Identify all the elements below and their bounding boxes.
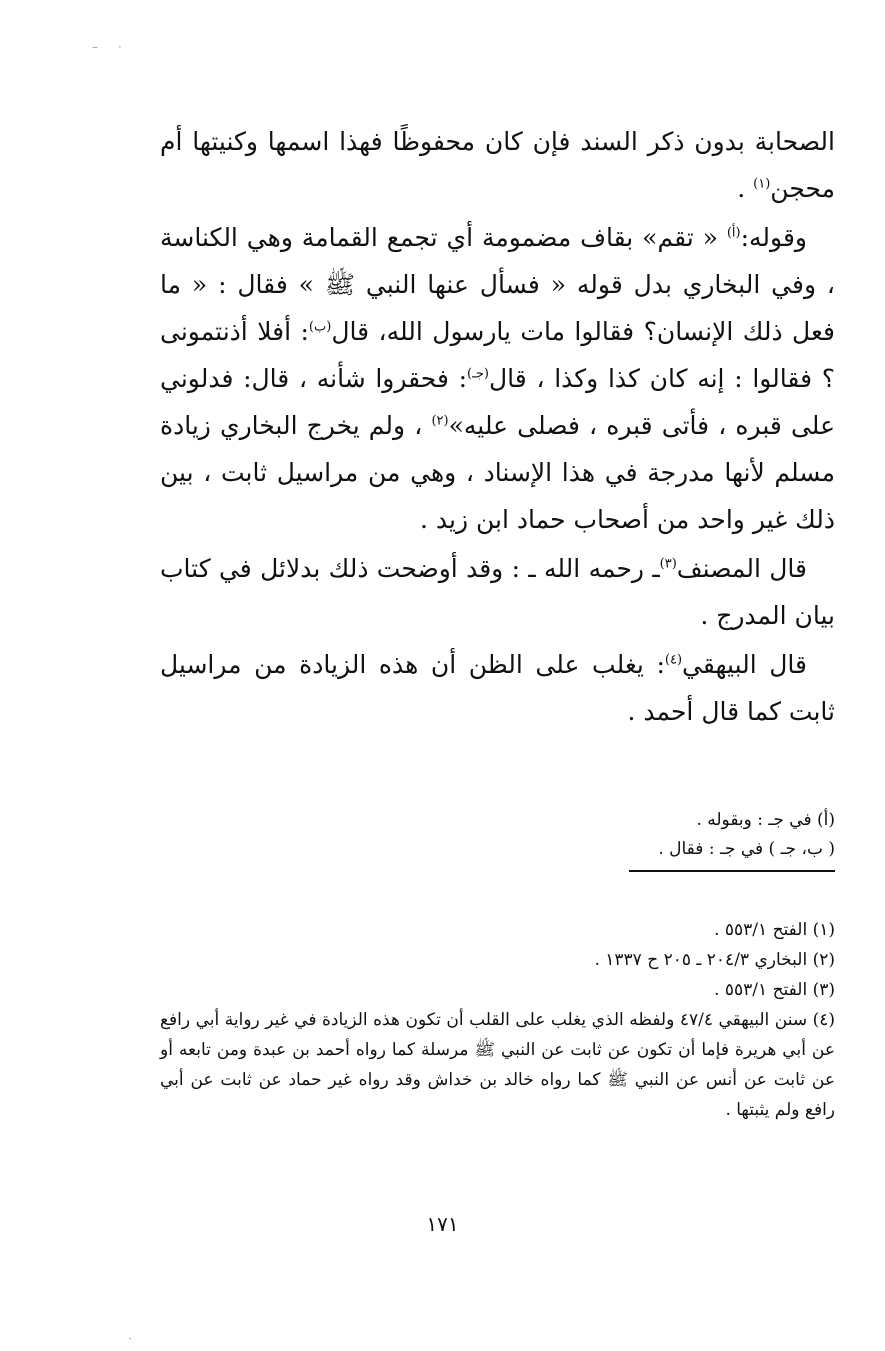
footnote-ref-1[interactable]: (١) bbox=[753, 176, 771, 192]
p2-e: ، ولم يخرج البخاري زيادة مسلم لأنها مدرجة في هذا الإسناد ، وهي من مراسيل ثابت ، بين ذلك غير واحد من أصحاب حماد ابن زيد . bbox=[160, 411, 835, 534]
variant-note-a: (أ) في جـ : وبقوله . bbox=[696, 810, 835, 830]
scan-dash: – bbox=[92, 40, 98, 54]
footnote-3: (٣) الفتح ٥٥٣/١ . bbox=[714, 980, 835, 1000]
p4-a: قال البيهقي bbox=[682, 650, 808, 679]
footnotes bbox=[160, 915, 835, 1125]
variant-ref-c[interactable]: (جـ) bbox=[467, 366, 490, 382]
footnote-1: (١) الفتح ٥٥٣/١ . bbox=[714, 920, 835, 940]
footnote-2: (٢) البخاري ٢٠٤/٣ ـ ٢٠٥ ح ١٣٣٧ . bbox=[594, 950, 835, 970]
paragraph-3 bbox=[160, 545, 835, 639]
paragraph-2 bbox=[160, 214, 835, 543]
footnote-ref-3[interactable]: (٣) bbox=[659, 556, 677, 572]
p2-d: : فحقروا شأنه ، قال: فدلوني على قبره ، فأتى قبره ، فصلى عليه» bbox=[160, 364, 835, 440]
scan-dot-bottom: · bbox=[128, 1332, 132, 1346]
variant-note-b: ( ب، جـ ) في جـ : فقال . bbox=[658, 839, 835, 859]
page-body bbox=[160, 118, 836, 1120]
p3-b: ـ رحمه الله ـ : وقد أوضحت ذلك بدلائل في كتاب بيان المدرج . bbox=[160, 554, 835, 630]
main-text bbox=[160, 118, 835, 735]
footnote-4: (٤) سنن البيهقي ٤٧/٤ ولفظه الذي يغلب على القلب أن تكون هذه الزيادة في غير رواية أبي رافع عن أبي هريرة فإما أن تكون عن ثابت عن النبي ﷺ مرسلة كما رواه أحمد بن عبدة ومن تابعه أو عن ثابت عن أنس عن النبي ﷺ كما رواه خالد بن خداش وقد رواه غير حماد عن ثابت عن أبي رافع ولم يثبتها . bbox=[160, 1010, 835, 1120]
p3-a: قال المصنف bbox=[676, 554, 807, 583]
p2-c: : أفلا أذنتمونى ؟ فقالوا : إنه كان كذا وكذا ، قال bbox=[160, 317, 835, 393]
page-number: ١٧١ bbox=[426, 1212, 459, 1236]
footnote-ref-2[interactable]: (٢) bbox=[431, 413, 449, 429]
variant-ref-b[interactable]: (ب) bbox=[308, 319, 332, 335]
paragraph-4 bbox=[160, 641, 835, 735]
p1-end: . bbox=[737, 174, 754, 203]
p1-text: الصحابة بدون ذكر السند فإن كان محفوظًا فهذا اسمها وكنيتها أم محجن bbox=[160, 127, 835, 203]
variant-divider bbox=[629, 870, 835, 872]
p4-b: : يغلب على الظن أن هذه الزيادة من مراسيل ثابت كما قال أحمد . bbox=[160, 650, 835, 726]
p2-a: وقوله: bbox=[740, 223, 807, 252]
variant-ref-a[interactable]: (أ) bbox=[726, 225, 741, 241]
footnote-ref-4[interactable]: (٤) bbox=[664, 652, 683, 668]
variant-notes bbox=[629, 806, 835, 872]
paragraph-1 bbox=[160, 118, 835, 212]
p2-b: « تقم» بقاف مضمومة أي تجمع القمامة وهي الكناسة ، وفي البخاري بدل قوله « فسأل عنها النبي ﷺ » فقال : « ما فعل ذلك الإنسان؟ فقالوا مات يارسول الله، قال bbox=[160, 223, 836, 346]
scan-dot: · bbox=[118, 40, 122, 54]
